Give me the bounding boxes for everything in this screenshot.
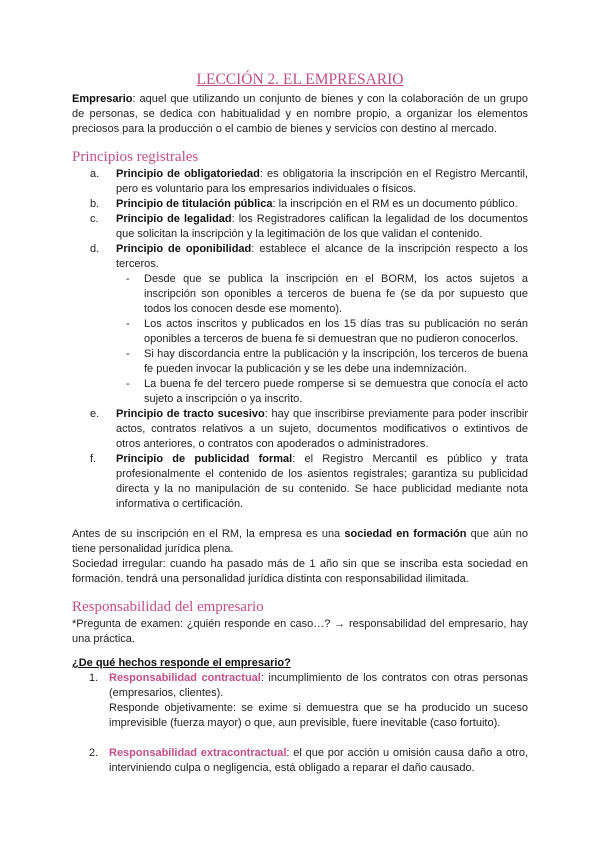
list-marker: 1. — [89, 672, 99, 684]
sociedad-text: que aún no tiene personalidad jurídica plena. — [72, 528, 528, 555]
principio-text: : los Registradores califican la legalidad de los documentos que solicitan la inscripción y la legitimación de los que validan el contenido. — [116, 213, 528, 240]
question-heading — [72, 656, 528, 671]
sociedad-irregular-paragraph: Sociedad irregular: cuando ha pasado más de 1 año sin que se inscriba esta sociedad en formación. tendrá una personalidad jurídica distinta con responsabilidad ilimitada. — [72, 558, 528, 585]
subitem-text: Los actos inscritos y publicados en los 15 días tras su publicación no serán oponibles a terceros de buena fe si demuestran que no pudieron conocerlos. — [144, 318, 528, 345]
intro-text: : aquel que utilizando un conjunto de bienes y con la colaboración de un grupo de personas, se dedica con habitualidad y en nombre propio, a organizar los elementos preciosos para la producción o el cambio de bienes y servicios con destino al mercado. — [72, 93, 528, 135]
document-page — [72, 70, 528, 776]
list-marker: - — [126, 273, 130, 285]
principio-item — [72, 212, 528, 242]
sociedad-formacion-paragraph — [72, 527, 528, 557]
principio-term: Principio de titulación pública — [116, 198, 273, 210]
principio-term: Principio de oponibilidad — [116, 243, 252, 255]
list-marker: d. — [90, 243, 100, 255]
list-marker: a. — [90, 168, 100, 180]
oponibilidad-subitem — [72, 317, 528, 347]
principio-item — [72, 407, 528, 452]
principio-text: : establece el alcance de la inscripción respecto a los terceros. — [116, 243, 529, 270]
sociedad-text: Antes de su inscripción en el RM, la empresa es una — [72, 528, 345, 540]
principios-heading: Principios registrales — [72, 149, 199, 165]
principio-text: : la inscripción en el RM es un documento público. — [272, 198, 518, 210]
responsabilidad-term: Responsabilidad contractual — [109, 672, 261, 684]
question-text: ¿De qué hechos responde el empresario? — [72, 657, 291, 669]
list-marker: f. — [90, 453, 97, 465]
subitem-text: Desde que se publica la inscripción en el BORM, los actos sujetos a inscripción son oponibles a terceros de buena fe (se da por supuesto que todos los conocen desde ese momento). — [144, 273, 528, 315]
list-marker: - — [126, 318, 130, 330]
principio-item — [72, 197, 528, 212]
principio-text: : es obligatoria la inscripción en el Registro Mercantil, pero es voluntario para los empresarios individuales o físicos. — [116, 168, 529, 195]
responsabilidad-text: : incumplimiento de los contratos con otras personas (empresarios, clientes). — [109, 672, 528, 699]
principio-term: Principio de publicidad formal — [116, 453, 293, 465]
subitem-text: La buena fe del tercero puede romperse si se demuestra que conocía el acto sujeto a inscripción o ya inscrito. — [144, 378, 528, 405]
responsabilidad-item — [72, 671, 528, 731]
intro-term: Empresario — [72, 93, 133, 105]
oponibilidad-subitem — [72, 347, 528, 377]
list-marker: b. — [90, 198, 100, 210]
responsabilidad-extra: Responde objetivamente: se exime si demuestra que se ha producido un suceso imprevisible (fuerza mayor) o que, aun previsible, fuere inevitable (caso fortuito). — [109, 702, 528, 729]
list-marker: c. — [90, 213, 99, 225]
list-marker: e. — [90, 408, 100, 420]
list-marker: - — [126, 348, 130, 360]
principio-item — [72, 167, 528, 197]
list-marker: 2. — [89, 747, 99, 759]
responsabilidad-term: Responsabilidad extracontractual — [109, 747, 287, 759]
principio-term: Principio de tracto sucesivo — [116, 408, 265, 420]
principio-term: Principio de obligatoriedad — [116, 168, 260, 180]
intro-paragraph — [72, 92, 528, 137]
oponibilidad-subitem — [72, 272, 528, 317]
principio-text: : el Registro Mercantil es público y trata profesionalmente el contenido de los asientos registrales; garantiza su publicidad directa y la no manipulación de su contenido. Se hace publicidad mediante nota informativa o certificación. — [116, 453, 528, 510]
exam-note: *Pregunta de examen: ¿quién responde en caso…? → responsabilidad del empresario, hay una práctica. — [72, 618, 528, 645]
responsabilidad-item — [72, 746, 528, 776]
subitem-text: Si hay discordancia entre la publicación y la inscripción, los terceros de buena fe pueden invocar la publicación y se les debe una indemnización. — [144, 348, 528, 375]
sociedad-term: sociedad en formación — [344, 528, 467, 540]
oponibilidad-subitem — [72, 377, 528, 407]
responsabilidad-text: : el que por acción u omisión causa daño a otro, interviniendo culpa o negligencia, está obligado a reparar el daño causado. — [109, 747, 528, 774]
lesson-title: LECCIÓN 2. EL EMPRESARIO — [196, 71, 404, 88]
principio-text: : hay que inscribirse previamente para poder inscribir actos, contratos relativos a un sujeto, documentos modificativos o extintivos de otros anteriores, o contratos con apoderados o administradores. — [116, 408, 529, 450]
list-marker: - — [126, 378, 130, 390]
principio-item — [72, 452, 528, 512]
principio-item — [72, 242, 528, 272]
responsabilidad-heading: Responsabilidad del empresario — [72, 599, 264, 615]
principio-term: Principio de legalidad — [116, 213, 232, 225]
